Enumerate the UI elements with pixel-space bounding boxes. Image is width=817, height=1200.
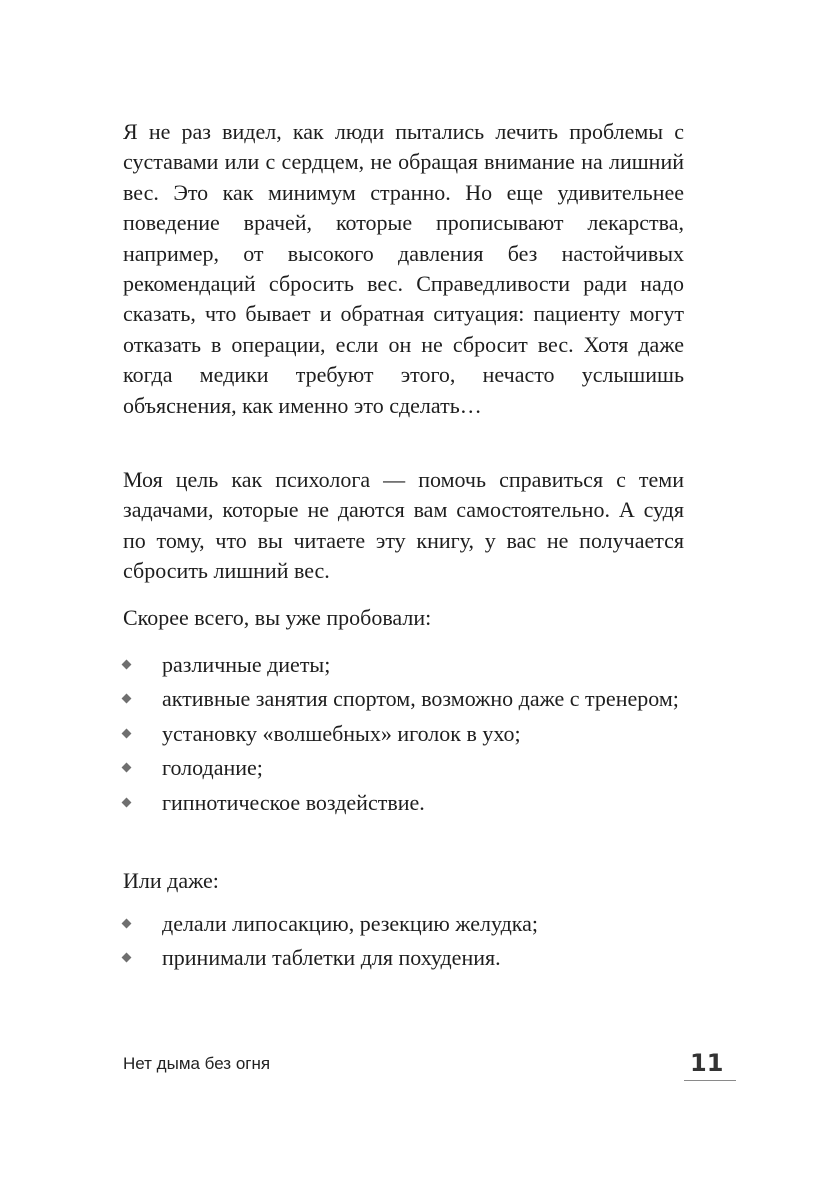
running-title: Нет дыма без огня <box>123 1054 271 1073</box>
list-item <box>123 753 684 783</box>
list-item-text: различные диеты; <box>162 652 331 677</box>
list-item <box>123 650 684 680</box>
list-item-text: принимали таблетки для похудения. <box>162 945 501 971</box>
diamond-bullet-icon <box>122 763 132 773</box>
diamond-bullet-icon <box>122 660 132 670</box>
tried-methods-list <box>123 650 684 822</box>
list-item <box>123 788 684 818</box>
list-item-text: гипнотическое воздействие. <box>162 789 425 815</box>
diamond-bullet-icon <box>122 694 132 704</box>
diamond-bullet-icon <box>122 728 132 738</box>
paragraph-psychologist-goal: Моя цель как психолога — помочь справиться с теми задачами, которые не даются вам самостоятельно. А судя по тому, что вы читаете эту книгу, у вас не получается сбросить лишний вес. <box>123 467 684 584</box>
list-item <box>123 684 684 714</box>
diamond-bullet-icon <box>122 953 132 963</box>
page-number: 11 <box>684 1046 736 1081</box>
diamond-bullet-icon <box>122 919 132 929</box>
list-item-text: голодание; <box>162 755 263 781</box>
paragraph-or-even: Или даже: <box>123 868 219 893</box>
extreme-methods-list <box>123 909 684 978</box>
list-item-text: делали липосакцию, резекцию желудка; <box>162 911 539 936</box>
list-item <box>123 943 684 973</box>
list-item <box>123 909 684 939</box>
paragraph-intro: Я не раз видел, как люди пытались лечить проблемы с суставами или с сердцем, не обращая внимание на лишний вес. Это как минимум странно. Но еще удивительнее поведение врачей, которые прописывают лекарства, например, от высокого давления без настойчивых рекомендаций сбросить вес. Справедливости ради надо сказать, что бывает и обратная ситуация: пациенту могут отказать в операции, если он не сбросит вес. Хотя даже когда медики требуют этого, нечасто услышишь объяснения, как именно это сделать… <box>123 119 684 418</box>
list-item-text: установку «волшебных» иголок в ухо; <box>162 720 521 746</box>
paragraph-tried-intro: Скорее всего, вы уже пробовали: <box>123 605 432 630</box>
list-item-text: активные занятия спортом, возможно даже с тренером; <box>162 686 679 712</box>
list-item <box>123 719 684 749</box>
diamond-bullet-icon <box>122 797 132 807</box>
